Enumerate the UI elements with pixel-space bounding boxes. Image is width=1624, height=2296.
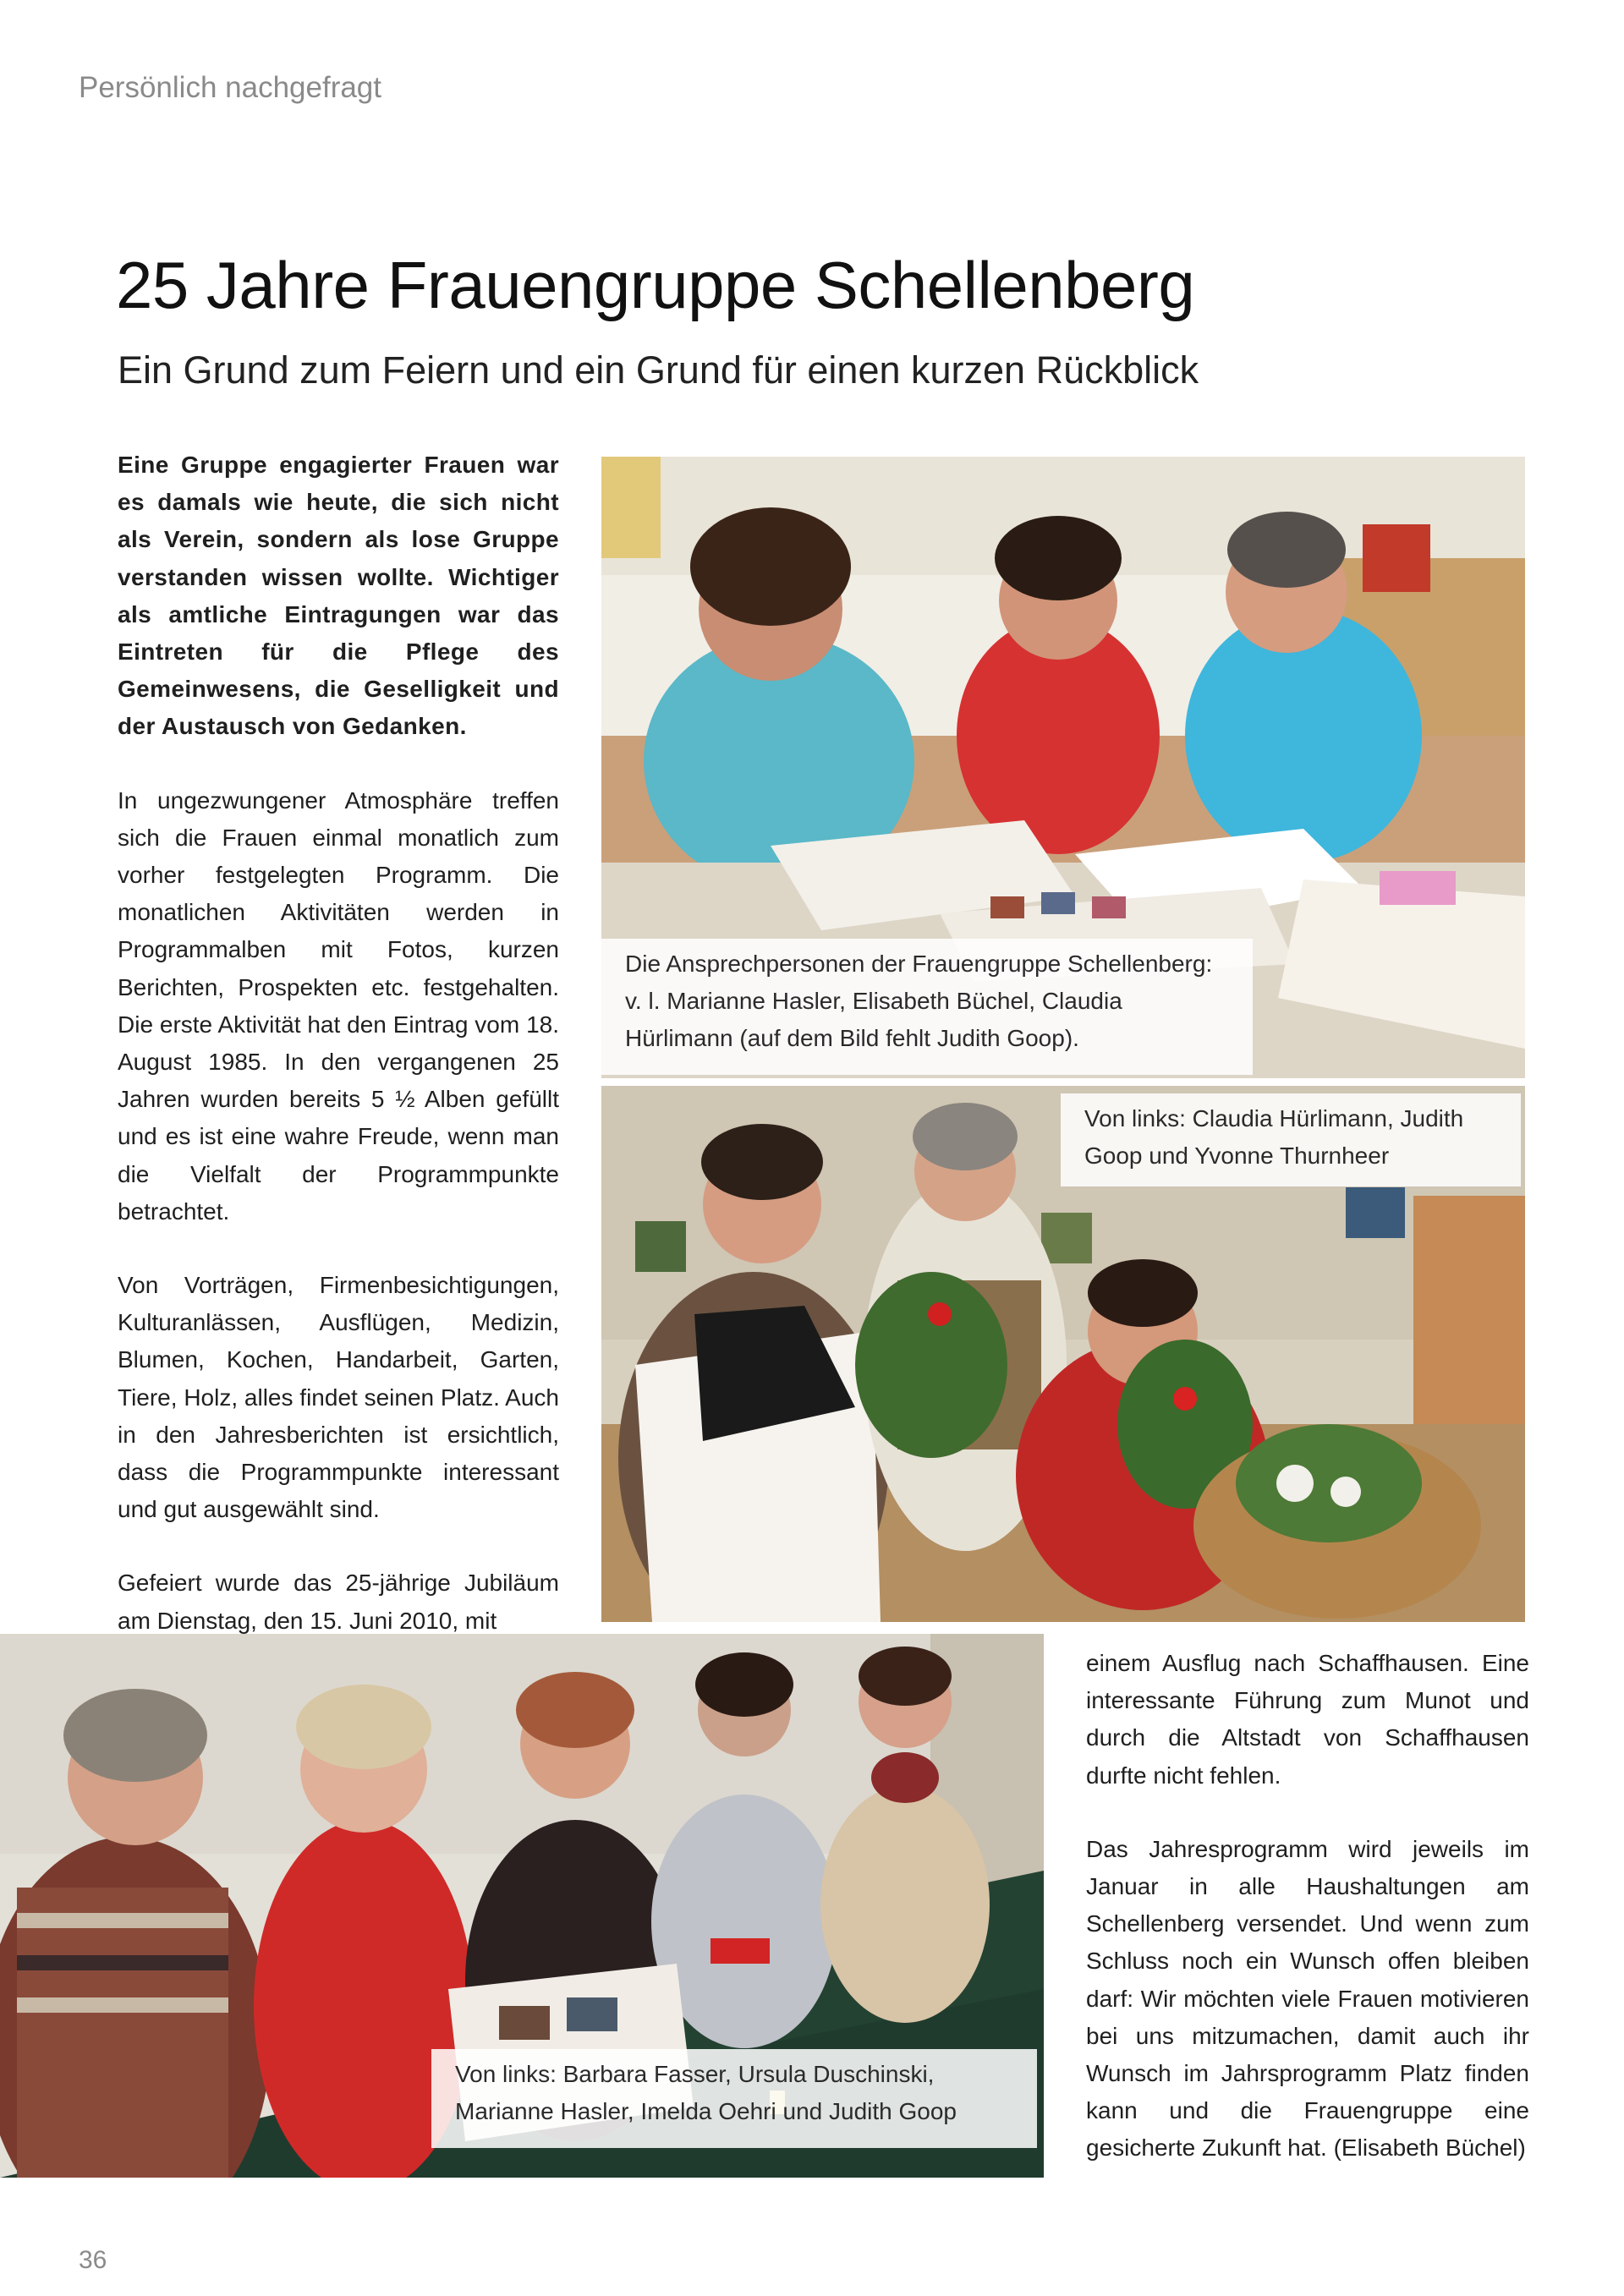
article-subtitle: Ein Grund zum Feiern und ein Grund für einen kurzen Rückblick xyxy=(118,348,1199,392)
page-number: 36 xyxy=(79,2246,107,2274)
paragraph-1: In ungezwungener Atmosphäre treffen sich die Frauen einmal monatlich zum vorher festgelegten Programm. Die monatlichen Aktivitäten werden in Programmalben mit Fotos, kurzen Berichten, Prospekten etc. festgehalten. Die erste Aktivität hat den Eintrag vom 18. August 1985. In den vergangenen 25 Jahren wurden bereits 5 ½ Alben gefüllt und es ist eine wahre Freude, wenn man die Vielfalt der Programmpunkte betrachtet. xyxy=(118,786,559,1225)
left-text-column xyxy=(118,447,559,1640)
section-label: Persönlich nachgefragt xyxy=(79,71,381,104)
paragraph-3-continued: einem Ausflug nach Schaffhausen. Eine interessante Führung zum Munot und durch die Altstadt von Schaffhausen durfte nicht fehlen. xyxy=(1086,1650,1529,1789)
paragraph-2: Von Vorträgen, Firmenbesichtigungen, Kulturanlässen, Ausflügen, Medizin, Blumen, Kochen, Handarbeit, Garten, Tiere, Holz, alles findet seinen Platz. Auch in den Jahresberichten ist ersichtlich, dass die Programmpunkte interessant und gut ausgewählt sind. xyxy=(118,1272,559,1523)
lead-paragraph: Eine Gruppe engagierter Frauen war es damals wie heute, die sich nicht als Verein, sondern als lose Gruppe verstanden wissen wollte. Wichtiger als amtliche Eintragungen war das Eintreten für die Pflege des Gemeinwesens, die Geselligkeit und der Austausch von Gedanken. xyxy=(118,452,559,740)
right-text-column xyxy=(1086,1645,1529,2167)
photo-five-women-caption: Von links: Barbara Fasser, Ursula Duschinski, Marianne Hasler, Imelda Oehri und Judith Goop xyxy=(431,2049,1037,2148)
paragraph-4: Das Jahresprogramm wird jeweils im Januar in alle Haushaltungen am Schellenberg versendet. Und wenn zum Schluss noch ein Wunsch offen bleiben darf: Wir möchten viele Frauen motivieren bei uns mitzumachen, damit auch ihr Wunsch im Jahrsprogramm Platz finden kann und die Frauengruppe eine gesicherte Zukunft hat. (Elisabeth Büchel) xyxy=(1086,1835,1529,2162)
photo-three-women-caption: Von links: Claudia Hürlimann, Judith Goop und Yvonne Thurnheer xyxy=(1061,1093,1521,1186)
photo-contact-persons-caption: Die Ansprechpersonen der Frauengruppe Schellenberg: v. l. Marianne Hasler, Elisabeth Büchel, Claudia Hürlimann (auf dem Bild fehlt Judith Goop). xyxy=(601,939,1253,1075)
paragraph-3: Gefeiert wurde das 25-jährige Jubiläum am Dienstag, den 15. Juni 2010, mit xyxy=(118,1570,559,1634)
article-title: 25 Jahre Frauengruppe Schellenberg xyxy=(116,248,1195,322)
